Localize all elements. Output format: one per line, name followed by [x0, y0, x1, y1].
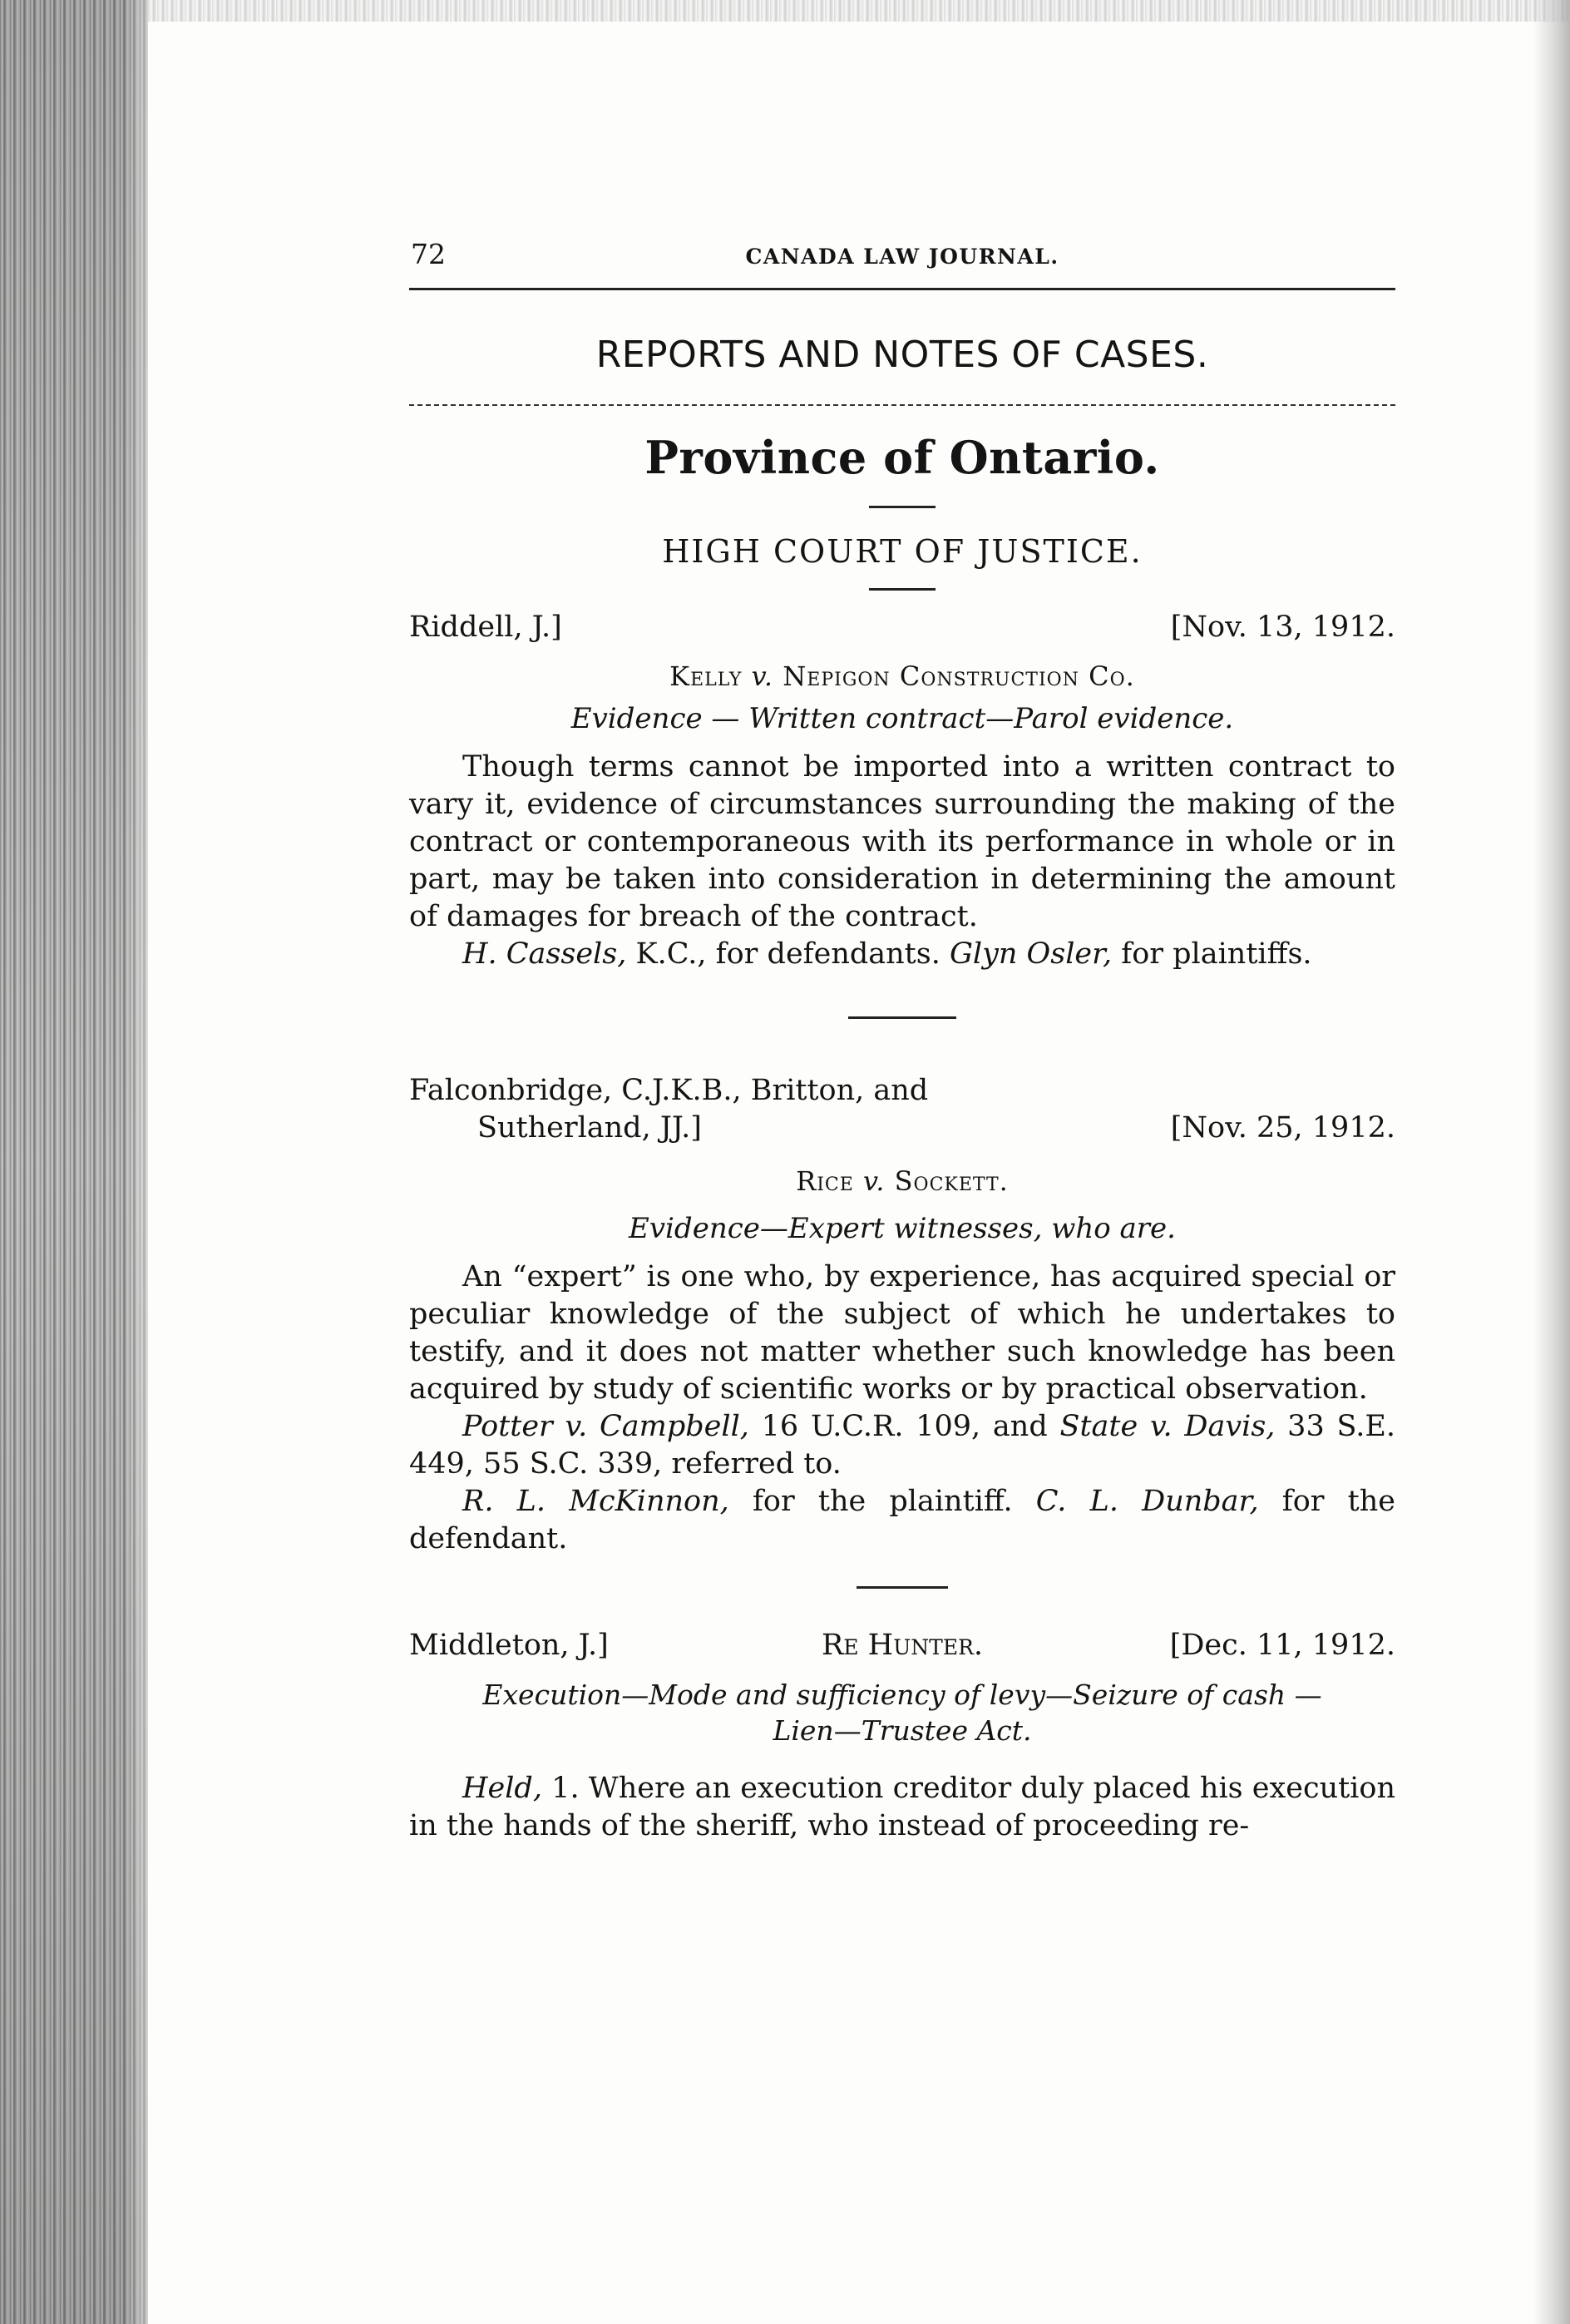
cited-case: Potter v. Campbell,: [462, 1410, 749, 1443]
case-hunter: [409, 1629, 1395, 1845]
running-header: [409, 225, 1395, 270]
case-separator: [848, 1016, 956, 1019]
top-edge-noise: [148, 0, 1570, 22]
counsel-role: K.C., for defendants.: [626, 937, 950, 971]
counsel-name: C. L. Dunbar,: [1035, 1485, 1259, 1518]
case-body: [409, 1770, 1395, 1845]
case-party-a: Rice: [796, 1165, 854, 1197]
case-bench-line: [409, 611, 1395, 650]
case-party-a: Kelly: [669, 660, 743, 692]
case-name: [409, 660, 1395, 692]
section-rule: [409, 404, 1395, 406]
case-date: [Nov. 13, 1912.: [1170, 611, 1395, 644]
page-content: [409, 225, 1395, 1845]
header-rule: [409, 288, 1395, 290]
case-headnote: Evidence—Expert witnesses, who are.: [629, 1212, 1176, 1245]
case-judges-line1: Falconbridge, C.J.K.B., Britton, and: [409, 1074, 929, 1107]
case-date: [Dec. 11, 1912.: [1169, 1629, 1395, 1662]
court-rule: [869, 588, 936, 591]
case-name: Re Hunter.: [821, 1629, 984, 1662]
case-versus: v.: [863, 1165, 886, 1197]
counsel-name: H. Cassels,: [462, 937, 627, 971]
case-party-b: Sockett.: [894, 1165, 1009, 1197]
headnote-line: Lien—Trustee Act.: [773, 1714, 1032, 1747]
case-bench-line: [409, 1629, 1395, 1669]
counsel-name: Glyn Osler,: [949, 937, 1113, 971]
journal-title: CANADA LAW JOURNAL.: [745, 245, 1059, 269]
counsel-role: for the defendant.: [409, 1485, 1395, 1555]
case-body-text: 1. Where an execution creditor duly placed his execution in the hands of the sheriff, who instead of proceeding re-: [409, 1772, 1395, 1842]
case-bench-block: [409, 1072, 1395, 1147]
case-judge: Middleton, J.]: [409, 1629, 609, 1662]
counsel-role: for the plaintiff.: [728, 1485, 1036, 1518]
case-party-b: Nepigon Construction Co.: [783, 660, 1135, 692]
counsel-role: for plaintiffs.: [1112, 937, 1312, 971]
citation-text: 33 S.E. 449, 55 S.C. 339, referred to.: [409, 1410, 1395, 1481]
case-separator: [857, 1586, 948, 1589]
right-edge-shadow: [1533, 0, 1570, 2324]
page-number: 72: [411, 238, 446, 270]
case-headnote: Evidence — Written contract—Parol evidence.: [570, 702, 1234, 735]
province-rule: [869, 506, 936, 508]
case-judge: Riddell, J.]: [409, 611, 562, 644]
case-date: [Nov. 25, 1912.: [1170, 1111, 1395, 1145]
headnote-line: Execution—Mode and sufficiency of levy—Seizure of cash —: [482, 1679, 1322, 1711]
case-body: An “expert” is one who, by experience, has acquired special or peculiar knowledge of the subject of which he undertakes to testify, and it does not matter whether such knowledge has been acquired by study of scientific works or by practical observation.: [409, 1260, 1395, 1406]
province-heading: Province of Ontario.: [644, 431, 1160, 484]
held-label: Held,: [462, 1772, 542, 1805]
court-heading: HIGH COURT OF JUSTICE.: [662, 533, 1143, 570]
case-headnote: [409, 1677, 1395, 1748]
case-counsel: [409, 1483, 1395, 1558]
case-counsel: [409, 936, 1395, 973]
case-body: Though terms cannot be imported into a written contract to vary it, evidence of circumstances surrounding the making of the contract or contemporaneous with its performance in whole or in part, may be taken into consideration in determining the amount of damages for breach of the contract.: [409, 750, 1395, 933]
cited-case: State v. Davis,: [1059, 1410, 1276, 1443]
case-rice: [409, 1072, 1395, 1558]
case-judges-line2: Sutherland, JJ.]: [477, 1111, 702, 1145]
case-kelly: [409, 611, 1395, 973]
citation-text: 16 U.C.R. 109, and: [748, 1410, 1060, 1443]
case-citation: [409, 1408, 1395, 1483]
case-name: [409, 1165, 1395, 1197]
section-title: REPORTS AND NOTES OF CASES.: [595, 334, 1209, 376]
case-versus: v.: [751, 660, 774, 692]
binding-fade: [125, 0, 175, 2324]
counsel-name: R. L. McKinnon,: [462, 1485, 729, 1518]
